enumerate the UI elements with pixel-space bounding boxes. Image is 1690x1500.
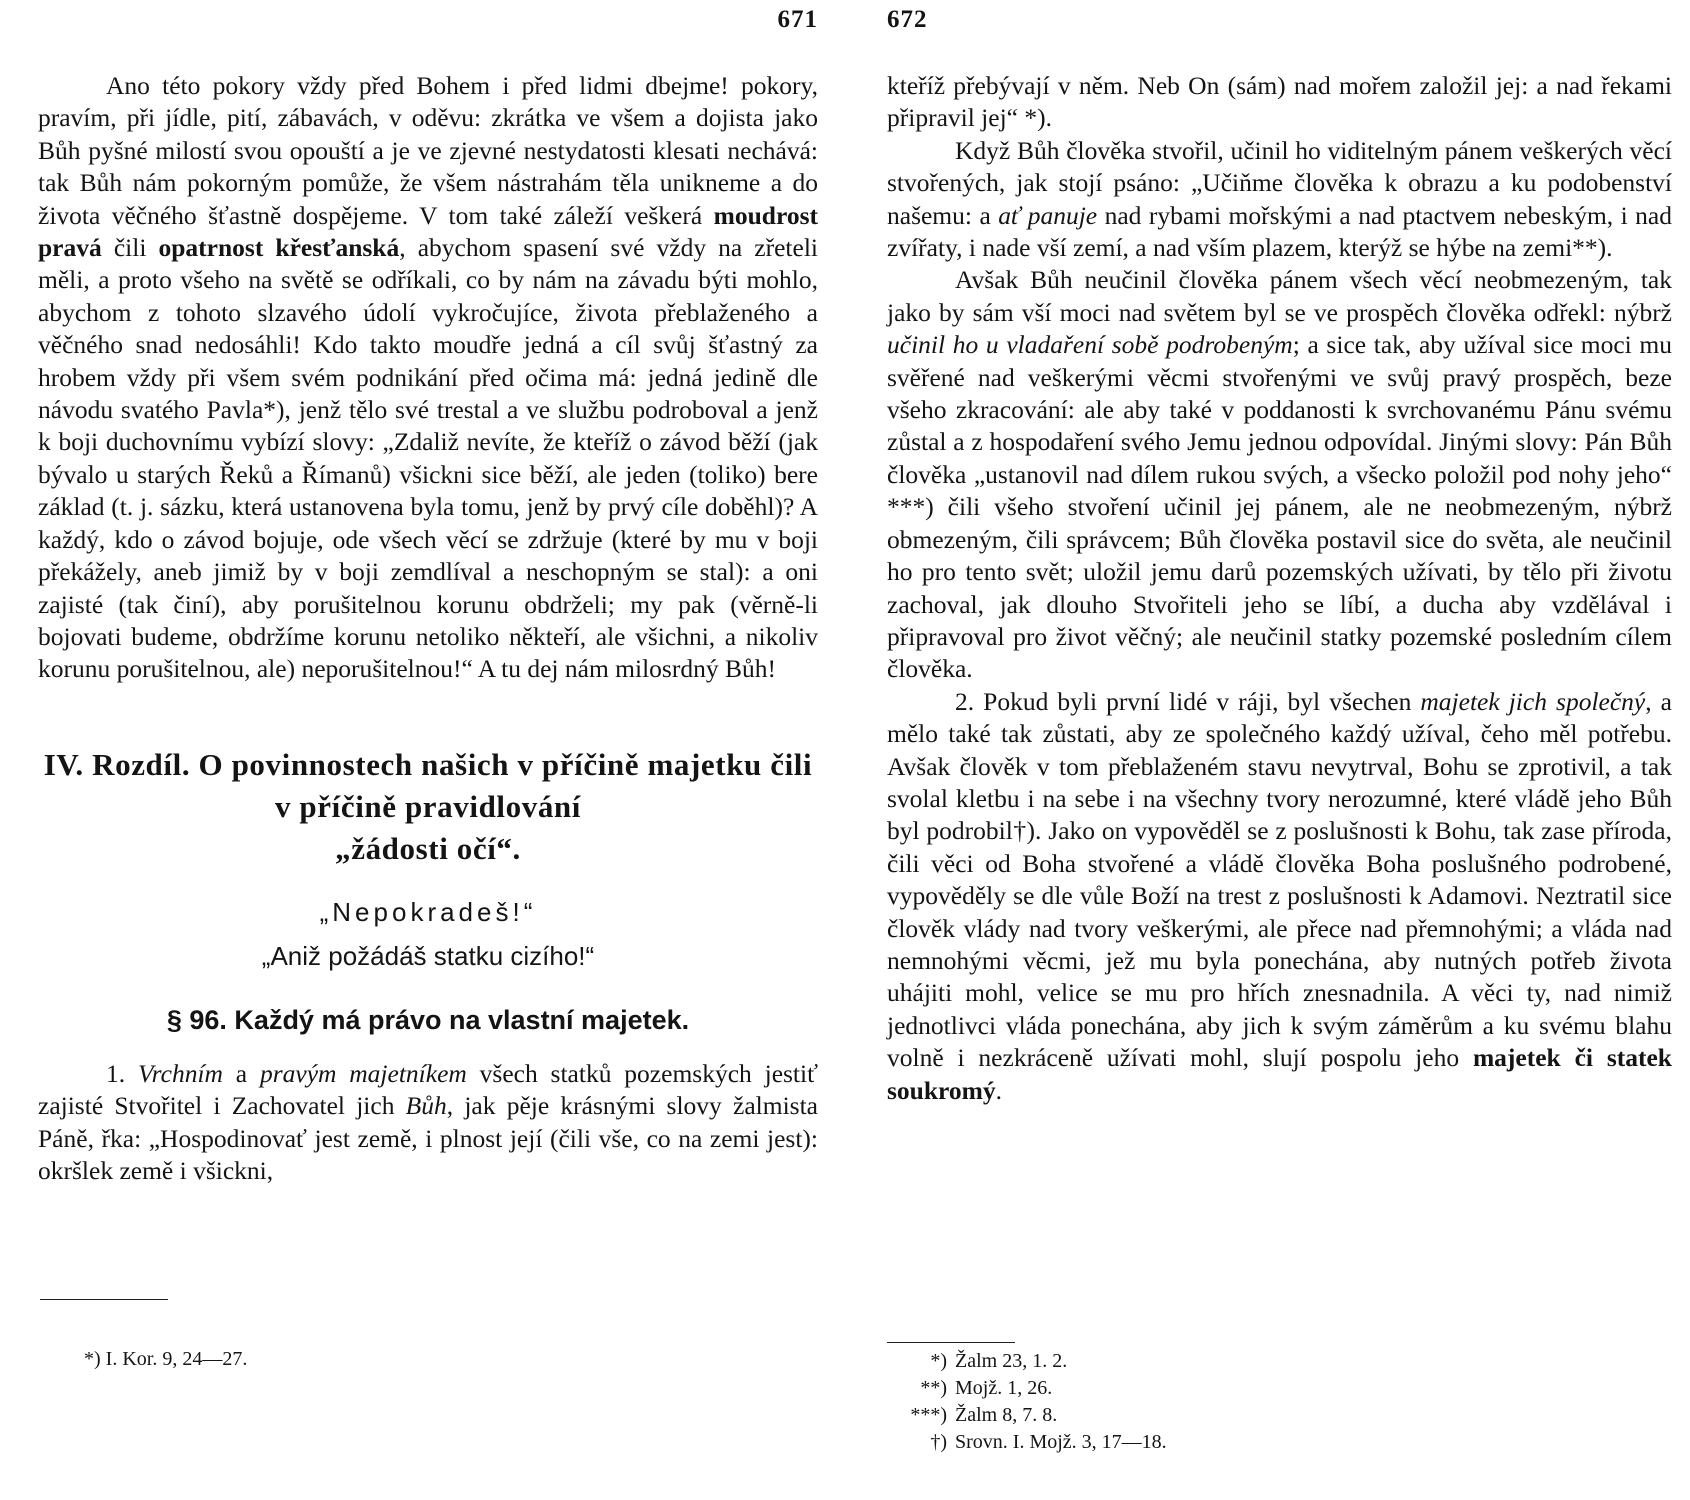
emphasis-italic: ať panuje <box>998 200 1098 230</box>
right-text-column <box>887 70 1672 1107</box>
text-run: nad rybami mořskými a nad ptactvem nebeským, i nad zvířaty, i nade vší zemí, a nad vším plazem, kterýž se hýbe na zemi**). <box>887 200 1672 263</box>
emphasis-italic: majetek jich společný <box>1420 686 1646 716</box>
footnote-mark: *) <box>84 1348 101 1370</box>
footnote-text: Srovn. I. Mojž. 3, 17—18. <box>955 1431 1167 1453</box>
emphasis-italic: Vrchním <box>137 1058 223 1088</box>
text-run: , abychom spasení své vždy na zřeteli měli, a proto všeho na světě se odříkali, co by nám na závadu býti mohlo, abychom z tohoto slzavého údolí vykročujíce, života přeblaženého a věčného snad nedosáhli! Kdo takto moudře jedná a cíl svůj šťastný za hrobem vždy při všem svém podnikání před očima má: jedná jedině dle návodu svatého Pavla*), jenž tělo své trestal a ve službu podroboval a jenž k boji duchovnímu vybízí slovy: „Zdaliž nevíte, že kteříž o závod běží (jak bývalo u starých Řeků a Římanů) všickni sice běží, ale jeden (toliko) bere základ (t. j. sázku, která ustanovena byla tomu, jenž by prvý cíle doběhl)? A každý, kdo o závod bojuje, ode všech věcí se zdržuje (které by mu v boji překážely, aneb jimiž by v boji zemdlíval a neschopným se stal): a oni zajisté (tak činí), aby porušitelnou korunu obdrželi; my pak (věrně-li bojovati budeme, obdržíme korunu netoliko někteří, ale všichni, a nikoliv korunu porušitelnou, ale) neporušitelnou!“ A tu dej nám milosrdný Bůh! <box>38 233 819 684</box>
text-run: , a mělo také tak zůstati, aby ze společného každý užíval, čeho měl potřebu. Avšak člověk v tom přeblaženém stavu nevytrval, Bohu se zprotivil, a tak svolal kletbu i na sebe i na všechny tvory nerozumné, které vládě jeho Bůh byl podrobil†). Jako on vypověděl se z poslušnosti k Bohu, tak zase příroda, čili věci od Boha stvořené a vládě člověka Boha poslušného podrobené, vypověděly se dle vůle Boží na trest z poslušnosti k Adamovi. Neztratil sice člověk vlády nad tvory veškerými, ale přece nad přemnohými; a vláda nad nemnohými věcmi, jež mu byla ponechána, aby nutných potřeb života uhájiti mohl, velice se mu pro hřích znesnadnila. A věci ty, nad nimiž jednotlivci vláda ponechána, aby jich k svým záměrům a ku svému blahu volně i nezkráceně užívati mohl, slují pospolu jeho <box>887 686 1672 1073</box>
text-run: všech statků pozemských jestiť zajisté Stvořitel i Zachovatel jich <box>38 1058 818 1121</box>
emphasis-italic: Bůh <box>405 1091 447 1121</box>
text-run: . <box>995 1075 1003 1105</box>
paragraph: kteříž přebývají v něm. Neb On (sám) nad mořem založil jej: a nad řekami připravil jej“ *). <box>887 71 1672 133</box>
footnote <box>907 1375 1167 1402</box>
paragraph <box>887 264 1672 685</box>
paragraph <box>887 686 1672 1107</box>
footnote-mark: ***) <box>910 1404 947 1426</box>
text-run: ; a sice tak, aby užíval sice moci mu svěřené nad veškerými věcmi stvořenými ve svůj pravý prospěch, beze všeho zkracování: ale aby také v poddanosti k svrchovanému Pánu svému zůstal a z hospodaření svého Jemu jednou odpovídal. Jinými slovy: Pán Bůh člověka „ustanovil nad dílem rukou svých, a všecko položil pod nohy jeho“ ***) čili všeho stvoření učinil jej pánem, ale ne neobmezeným, nýbrž obmezeným, čili správcem; Bůh člověka postavil sice do světa, ale neučinil ho pro tento svět; uložil jemu darů pozemských užívati, by tělo při životu zachoval, jak dlouho Stvořiteli jeho se líbí, a ducha aby vzdělával i připravoval pro život věčný; ale neučinil statky pozemské posledním cílem člověka. <box>887 330 1672 684</box>
page-number: 671 <box>777 6 818 33</box>
emphasis-bold: opatrnost křesťanská <box>158 233 400 263</box>
footnote-text: I. Kor. 9, 24—27. <box>105 1348 248 1370</box>
emphasis-italic: učinil ho u vladaření sobě podrobeným <box>887 330 1293 360</box>
footnotes <box>84 1346 247 1373</box>
footnote <box>907 1429 1167 1456</box>
motto-line: „Nepokradeš!“ <box>319 896 537 927</box>
text-run: 1. <box>106 1058 138 1088</box>
footnote-rule <box>40 1299 168 1300</box>
page-number: 672 <box>887 6 928 33</box>
footnotes <box>907 1348 1167 1456</box>
footnote <box>907 1348 1167 1375</box>
footnote <box>907 1402 1167 1429</box>
text-run: 2. Pokud byli první lidé v ráji, byl všechen <box>955 686 1421 716</box>
emphasis-italic: pravým majetníkem <box>259 1058 467 1088</box>
paragraph <box>38 1058 818 1188</box>
emphasis-bold: moudrost pravá <box>38 200 818 263</box>
left-page <box>38 0 818 1500</box>
footnote-text: Žalm 8, 7. 8. <box>955 1404 1058 1426</box>
chapter-heading-line: „žádosti očí“. <box>335 830 521 866</box>
text-run: a <box>222 1058 260 1088</box>
footnote-mark: *) <box>930 1350 947 1372</box>
left-text-column <box>38 70 818 1187</box>
chapter-heading-line: IV. Rozdíl. O povinnostech našich v příčině majetku čili v příčině pravidlování <box>43 746 813 824</box>
text-run: , jak pěje krásnými slovy žalmista Páně, řka: „Hospodinovať jest země, i plnost její (čili vše, co na zemi jest): okršlek země i všickni, <box>38 1091 818 1185</box>
paragraph <box>38 70 818 686</box>
text-run: Ano této pokory vždy před Bohem i před lidmi dbejme! pokory, pravím, při jídle, pití, zábavách, v oděvu: zkrátka ve všem a dojista jako Bůh pyšné milostí svou opouští a je ve zjevné nestydatosti klesati nechává: tak Bůh nám pokorným pomůže, že všem nástrahám těla unikneme a do života věčného šťastně dospějeme. V tom také záleží veškerá <box>38 71 818 230</box>
footnote-text: Mojž. 1, 26. <box>955 1377 1053 1399</box>
text-run: čili <box>101 233 159 263</box>
paragraph <box>887 135 1672 265</box>
text-run: Avšak Bůh neučinil člověka pánem všech věcí neobmezeným, tak jako by sám vší moci nad světem byl se ve prospěch člověka odřekl: nýbrž <box>887 265 1672 327</box>
text-run: Když Bůh člověka stvořil, učinil ho viditelným pánem veškerých věcí stvořených, jak stojí psáno: „Učiňme člověka k obrazu a ku podobenství našemu: a <box>887 135 1672 230</box>
footnote-mark: **) <box>920 1377 947 1399</box>
footnote-rule <box>887 1342 1015 1343</box>
footnote <box>84 1346 247 1373</box>
section-heading: § 96. Každý má právo na vlastní majetek. <box>166 1004 690 1035</box>
footnote-mark: †) <box>930 1431 947 1453</box>
motto-line: „Aniž požádáš statku cizího!“ <box>261 940 595 971</box>
right-page <box>887 0 1672 1500</box>
chapter-heading <box>38 744 818 870</box>
emphasis-bold: majetek či statek soukromý <box>887 1043 1672 1105</box>
footnote-text: Žalm 23, 1. 2. <box>955 1350 1068 1372</box>
